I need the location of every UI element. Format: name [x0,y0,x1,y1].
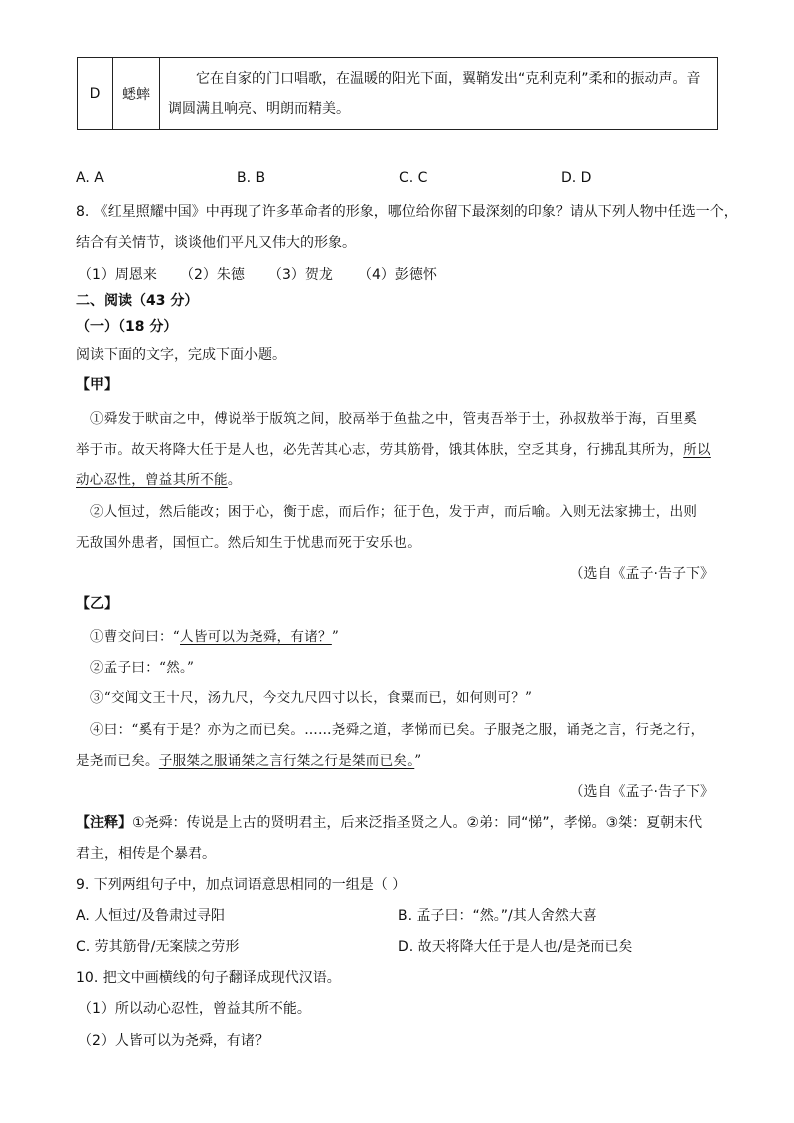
jia-p1-line3 [76,468,242,488]
q10-sentence-1: （1）所以动心忍性，曾益其所不能。 [78,1001,311,1017]
jia-p1-line2-text: 举于市。故天将降大任于是人也，必先苦其心志，劳其筋骨，饿其体肤，空乏其身，行拂乱其所为， [76,442,684,458]
q8-line1: 8. 《红星照耀中国》中再现了许多革命者的形象，哪位给你留下最深刻的印象？请从下列人物中任选一个， [76,204,738,220]
q9-option-a: A. 人恒过/及鲁肃过寻阳 [76,908,225,924]
row-description: 它在自家的门口唱歌，在温暖的阳光下面，翼鞘发出“克利克利”柔和的振动声。音调圆满且响亮、明朗而精美。 [160,58,718,130]
jia-underlined-sentence: 动心忍性，曾益其所不能 [76,472,228,488]
yi-line5-prefix: 是尧而已矣。 [76,753,159,769]
jia-source: （选自《孟子·告子下》 [569,566,714,582]
yi-line1 [90,625,339,645]
yi-line5 [76,749,421,769]
yi-line1-prefix: ①曹交问曰：“ [90,629,181,645]
table-row [78,58,718,130]
notes-line2: 君主，相传是个暴君。 [76,846,216,862]
notes-line1 [76,812,702,832]
jia-p1-line3-end: 。 [227,472,242,488]
yi-label: 【乙】 [76,596,118,612]
q8-choice-2: （2）朱德 [180,267,245,283]
q9-option-b: B. 孟子曰：“然。”/其人舍然大喜 [398,908,597,924]
q8-choice-3: （3）贺龙 [268,267,333,283]
yi-line3: ③“交闻文王十尺，汤九尺，今交九尺四寸以长，食粟而已，如何则可？” [90,690,533,706]
jia-p1-line1: ①舜发于畎亩之中，傅说举于版筑之间，胶鬲举于鱼盐之中，管夷吾举于士，孙叔敖举于海，百里奚 [90,411,698,427]
notes-label: 【注释】 [76,815,132,831]
yi-line5-suffix: ” [414,753,422,769]
q10-stem: 10. 把文中画横线的句子翻译成现代汉语。 [76,970,341,986]
jia-underlined-start: 所以 [683,442,711,458]
q7-option-c: C. C [399,170,428,186]
section-title: 二、阅读（43 分） [76,293,199,309]
insect-table [77,57,718,130]
yi-line2: ②孟子曰：“然。” [90,660,195,676]
yi-source: （选自《孟子·告子下》 [569,784,714,800]
jia-p2-line1: ②人恒过，然后能改；困于心，衡于虑，而后作；征于色，发于声，而后喻。入则无法家拂士，出则 [90,504,698,520]
row-insect: 蟋蟀 [113,58,160,130]
yi-line1-suffix: ” [331,629,340,645]
yi-underlined-sentence: 子服桀之服诵桀之言行桀之行是桀而已矣。 [158,753,415,769]
section-instruction: 阅读下面的文字，完成下面小题。 [76,347,286,363]
q10-sentence-2: （2）人皆可以为尧舜，有诸？ [78,1033,269,1049]
q7-option-d: D. D [561,170,592,186]
jia-p2-line2: 无敌国外患者，国恒亡。然后知生于忧患而死于安乐也。 [76,535,421,551]
q9-option-c: C. 劳其筋骨/无案牍之劳形 [76,939,240,955]
q8-choice-4: （4）彭德怀 [358,267,437,283]
q7-option-b: B. B [237,170,266,186]
q9-option-d: D. 故天将降大任于是人也/是尧而已矣 [398,939,633,955]
q8-choice-1: （1）周恩来 [78,267,157,283]
section-subtitle: （一）（18 分） [76,319,178,335]
jia-label: 【甲】 [76,377,118,393]
yi-underlined-question: 人皆可以为尧舜，有诸？ [180,629,332,645]
yi-line4: ④曰：“奚有于是？亦为之而已矣。……尧舜之道，孝悌而已矣。子服尧之服，诵尧之言，行尧之行， [90,722,705,738]
notes-text: ①尧舜：传说是上古的贤明君主，后来泛指圣贤之人。②弟：同“悌”，孝悌。③桀：夏朝末代 [132,815,703,831]
q9-stem: 9. 下列两组句子中，加点词语意思相同的一组是（ ） [76,877,407,893]
jia-p1-line2 [76,438,711,458]
q7-option-a: A. A [76,170,104,186]
q8-line2: 结合有关情节，谈谈他们平凡又伟大的形象。 [76,235,356,251]
row-letter: D [78,58,113,130]
